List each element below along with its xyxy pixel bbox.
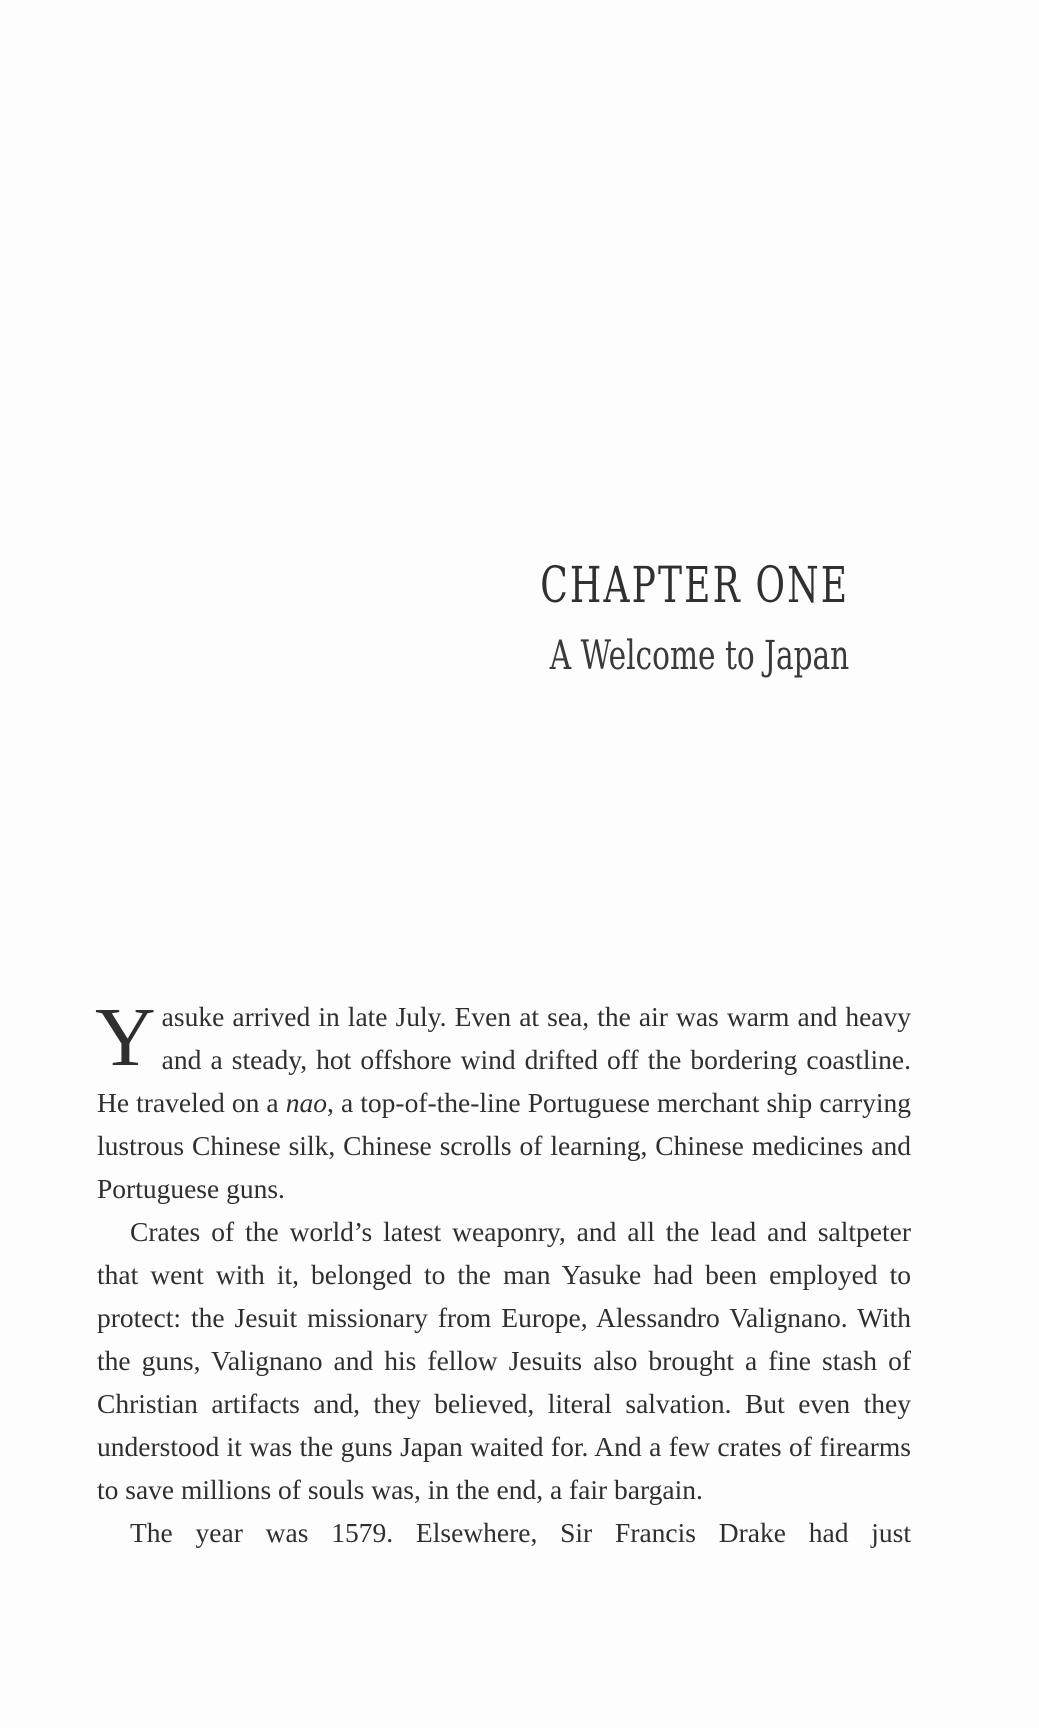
paragraph-2: Crates of the world’s latest weaponry, and all the lead and saltpeter that went with it, belonged to the man Yasuke had been employed to protect: the Jesuit missionary from Europe, Alessandro Valignano. With the guns, Valignano and his fellow Jesuits also brought a fine stash of Christian artifacts and, they believed, literal salvation. But even they understood it was the guns Japan waited for. And a few crates of firearms to save millions of souls was, in the end, a fair bargain. [97, 1216, 911, 1505]
paragraph-1-text-a: asuke arrived in late July. Even at sea, the air was warm and heavy and a steady, hot offshore wind drifted off the bordering coastline. He traveled on a [97, 1001, 911, 1118]
paragraph-1-text-b: , a top-of-the-line Portuguese merchant ship carrying lustrous Chinese silk, Chinese scrolls of learning, Chinese medicines and Portuguese guns. [97, 1087, 911, 1204]
chapter-body [95, 991, 911, 1554]
paragraph-3: The year was 1579. Elsewhere, Sir Francis Drake had just [130, 1517, 911, 1548]
chapter-title: CHAPTER ONE [539, 556, 849, 614]
paragraph-1 [95, 991, 911, 1210]
paragraph-1-italic-term: nao [285, 1087, 327, 1118]
chapter-heading [420, 556, 849, 679]
drop-cap: Y [95, 991, 156, 1084]
chapter-subtitle: A Welcome to Japan [549, 633, 849, 679]
